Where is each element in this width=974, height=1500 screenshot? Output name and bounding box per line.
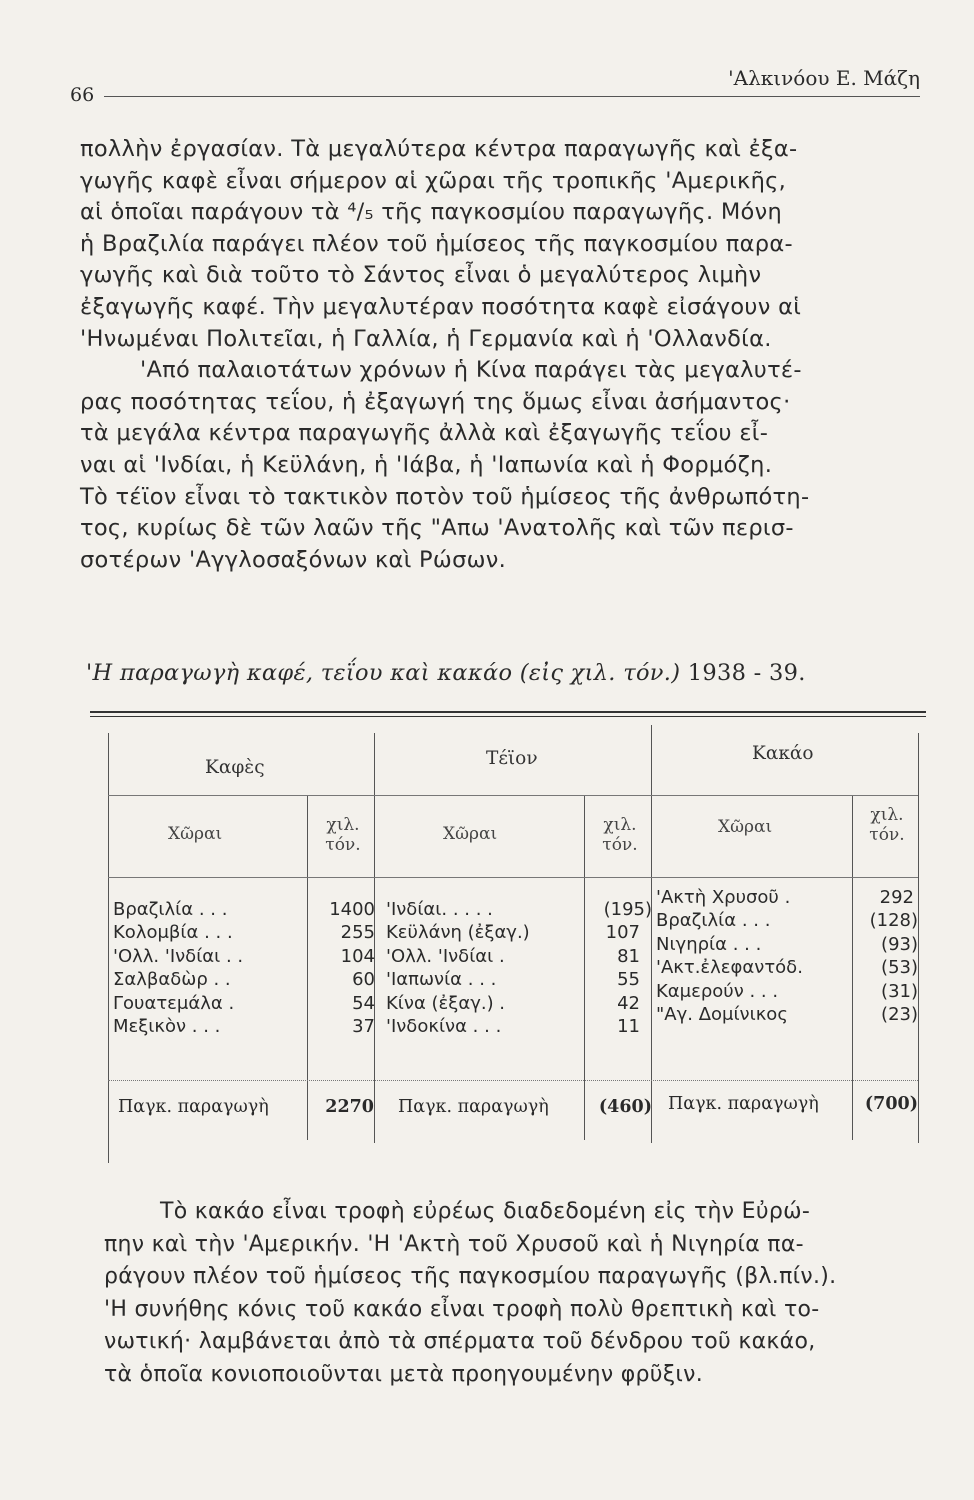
text-line: ἡ Βραζιλία παράγει πλέον τοῦ ἡμίσεος τῆς παγκοσμίου παρα- [80, 230, 793, 257]
table-row [113, 992, 375, 1015]
text-line: πην καὶ τὴν 'Αμερικήν. 'Η 'Ακτὴ τοῦ Χρυσοῦ καὶ ἡ Νιγηρία πα- [104, 1231, 804, 1257]
subheader-divider [108, 877, 918, 878]
header-divider [108, 795, 918, 796]
subheader-unit-tea [590, 815, 650, 855]
production-value: (128) [869, 910, 918, 932]
country-name: 'Ινδοκίνα . . . [386, 1015, 502, 1037]
production-value: (31) [881, 980, 918, 1002]
column-header-cocoa: Κακάο [752, 743, 814, 764]
table-row [113, 945, 375, 968]
table-row [656, 956, 918, 979]
unit-line: τόν. [325, 835, 361, 855]
totals-divider [108, 1080, 918, 1081]
text-line: ἐξαγωγῆς καφέ. Τὴν μεγαλυτέραν ποσότητα καφὲ εἰσάγουν αἱ [80, 293, 802, 320]
production-value: (93) [881, 933, 918, 955]
cocoa-total-label: Παγκ. παραγωγὴ [668, 1094, 819, 1114]
paragraph-coffee-tea [80, 134, 922, 576]
table-title-years: 1938 - 39. [687, 660, 806, 686]
table-row [113, 921, 375, 944]
table-row [656, 933, 918, 956]
text-line: τος, κυρίως δὲ τῶν λαῶν τῆς "Απω 'Ανατολῆς καὶ τῶν περισ- [80, 515, 794, 542]
country-name: Κεϋλάνη (ἐξαγ.) [386, 922, 530, 944]
production-value: 104 [340, 945, 375, 967]
country-name: 'Ολλ. 'Ινδίαι . . [113, 945, 244, 967]
table-row [656, 980, 918, 1003]
total-value: (460) [598, 1097, 652, 1117]
country-name: 'Ακτὴ Χρυσοῦ . [656, 887, 791, 908]
country-name: "Αγ. Δομίνικος [656, 1003, 788, 1025]
text-line: τὰ ὁποῖα κονιοποιοῦνται μετὰ προηγουμένην φρῦξιν. [104, 1361, 704, 1387]
text-line: τὰ μεγάλα κέντρα παραγωγῆς ἀλλὰ καὶ ἐξαγωγῆς τεΐου εἶ- [80, 420, 769, 447]
country-name: Καμερούν . . . [656, 980, 779, 1002]
table-top-rule-thin [90, 716, 926, 717]
production-value: 54 [352, 992, 375, 1014]
production-value: (53) [881, 957, 918, 979]
cocoa-total-value [858, 1094, 918, 1114]
unit-line: τόν. [602, 835, 638, 855]
tea-total-label: Παγκ. παραγωγὴ [398, 1097, 549, 1117]
text-line: Τὸ τέϊον εἶναι τὸ τακτικὸν ποτὸν τοῦ ἡμίσεος τῆς ἀνθρωπότη- [80, 483, 810, 510]
country-name: Μεξικὸν . . . [113, 1015, 221, 1037]
country-name: Βραζιλία . . . [656, 910, 771, 932]
unit-line: χιλ. [326, 815, 360, 835]
text-line: αἱ ὁποῖαι παράγουν τὰ ⁴/₅ τῆς παγκοσμίου παραγωγῆς. Μόνη [80, 199, 783, 226]
header-rule [104, 96, 920, 97]
coffee-total-label: Παγκ. παραγωγὴ [118, 1097, 269, 1117]
text-line: ρας ποσότητας τεΐου, ἡ ἐξαγωγή της ὅμως εἶναι ἀσήμαντος· [80, 388, 791, 415]
production-value: 1400 [329, 899, 375, 920]
text-line: 'Η συνήθης κόνις τοῦ κακάο εἶναι τροφὴ πολὺ θρεπτικὴ καὶ το- [104, 1296, 820, 1322]
production-value: 255 [340, 922, 375, 944]
text-line: πολλὴν ἐργασίαν. Τὰ μεγαλύτερα κέντρα παραγωγῆς καὶ ἐξα- [80, 136, 798, 162]
country-name: Βραζιλία . . . [113, 899, 228, 920]
total-value: (700) [864, 1094, 918, 1114]
unit-line: τόν. [869, 825, 905, 845]
text-line: γωγῆς καφὲ εἶναι σήμερον αἱ χῶραι τῆς τροπικῆς 'Αμερικῆς, [80, 167, 787, 194]
subheader-countries-cocoa: Χῶραι [718, 817, 773, 837]
column-header-coffee: Καφὲς [205, 757, 265, 778]
running-head: 'Αλκινόου Ε. Μάζη [728, 66, 920, 90]
text-line: ναι αἱ 'Ινδίαι, ἡ Κεϋλάνη, ἡ 'Ιάβα, ἡ 'Ιαπωνία καὶ ἡ Φορμόζη. [80, 451, 773, 478]
table-row [386, 1015, 652, 1038]
country-name: 'Ακτ.ἐλεφαντόδ. [656, 957, 803, 979]
text-line: νωτική· λαμβάνεται ἀπὸ τὰ σπέρματα τοῦ δένδρου τοῦ κακάο, [104, 1329, 816, 1354]
text-line: σοτέρων 'Αγγλοσαξόνων καὶ Ρώσων. [80, 546, 507, 573]
table-left-border [108, 733, 109, 1163]
country-name: 'Ολλ. 'Ινδίαι . [386, 945, 505, 967]
table-row [656, 886, 918, 909]
table-row [113, 898, 375, 921]
production-value: 81 [617, 945, 640, 967]
production-value: 292 [879, 887, 914, 908]
table-row [113, 1015, 375, 1038]
tea-total-value [590, 1097, 652, 1117]
unit-line: χιλ. [603, 815, 637, 835]
country-name: 'Ιαπωνία . . . [386, 969, 497, 991]
page-header [68, 62, 920, 106]
production-value: 60 [352, 969, 375, 991]
page-number: 66 [70, 84, 95, 106]
table-row [656, 1003, 918, 1026]
production-value: 37 [352, 1015, 375, 1037]
subheader-countries-tea: Χῶραι [443, 824, 498, 844]
production-value: 42 [617, 992, 640, 1014]
coffee-total-value [314, 1097, 374, 1117]
text-line: ράγουν πλέον τοῦ ἡμίσεος τῆς παγκοσμίου παραγωγῆς (βλ.πίν.). [104, 1264, 837, 1289]
production-value: 55 [617, 969, 640, 991]
production-value: 11 [617, 1015, 640, 1037]
table-top-rule [90, 711, 926, 713]
text-line: Τὸ κακάο εἶναι τροφὴ εὐρέως διαδεδομένη εἰς τὴν Εὐρώ- [160, 1199, 811, 1224]
table-title [86, 660, 806, 686]
table-row [386, 898, 652, 921]
country-name: Κολομβία . . . [113, 922, 233, 944]
text-line: γωγῆς καὶ διὰ τοῦτο τὸ Σάντος εἶναι ὁ μεγαλύτερος λιμὴν [80, 262, 762, 289]
table-row [656, 909, 918, 932]
table-row [113, 968, 375, 991]
table-row [386, 968, 652, 991]
table-row [386, 992, 652, 1015]
subheader-unit-cocoa [858, 805, 916, 845]
table-title-text: 'Η παραγωγὴ καφέ, τεΐου καὶ κακάο (εἰς χιλ. τόν.) [86, 660, 681, 686]
text-line: 'Ηνωμέναι Πολιτεῖαι, ἡ Γαλλία, ἡ Γερμανία καὶ ἡ 'Ολλανδία. [80, 325, 772, 352]
coffee-rows [113, 898, 375, 1038]
subheader-unit-coffee [318, 815, 368, 855]
column-header-tea: Τέϊον [486, 748, 538, 769]
paragraph-cocoa [104, 1196, 934, 1391]
table-row [386, 921, 652, 944]
country-name: 'Ινδίαι. . . . . [386, 899, 493, 920]
country-name: Νιγηρία . . . [656, 933, 762, 955]
production-value: (23) [881, 1003, 918, 1025]
country-name: Γουατεμάλα . [113, 992, 235, 1014]
cocoa-rows [656, 886, 918, 1026]
total-value: 2270 [325, 1097, 374, 1117]
country-name: Σαλβαδὼρ . . [113, 969, 231, 991]
text-line: 'Από παλαιοτάτων χρόνων ἡ Κίνα παράγει τὰς μεγαλυτέ- [140, 357, 802, 384]
unit-line: χιλ. [870, 805, 904, 825]
tea-rows [386, 898, 652, 1038]
production-value: 107 [605, 922, 640, 944]
country-name: Κίνα (ἐξαγ.) . [386, 992, 506, 1014]
table-right-border [918, 733, 919, 1143]
table-row [386, 945, 652, 968]
production-value: (195) [603, 899, 652, 920]
subheader-countries-coffee: Χῶραι [168, 824, 223, 844]
